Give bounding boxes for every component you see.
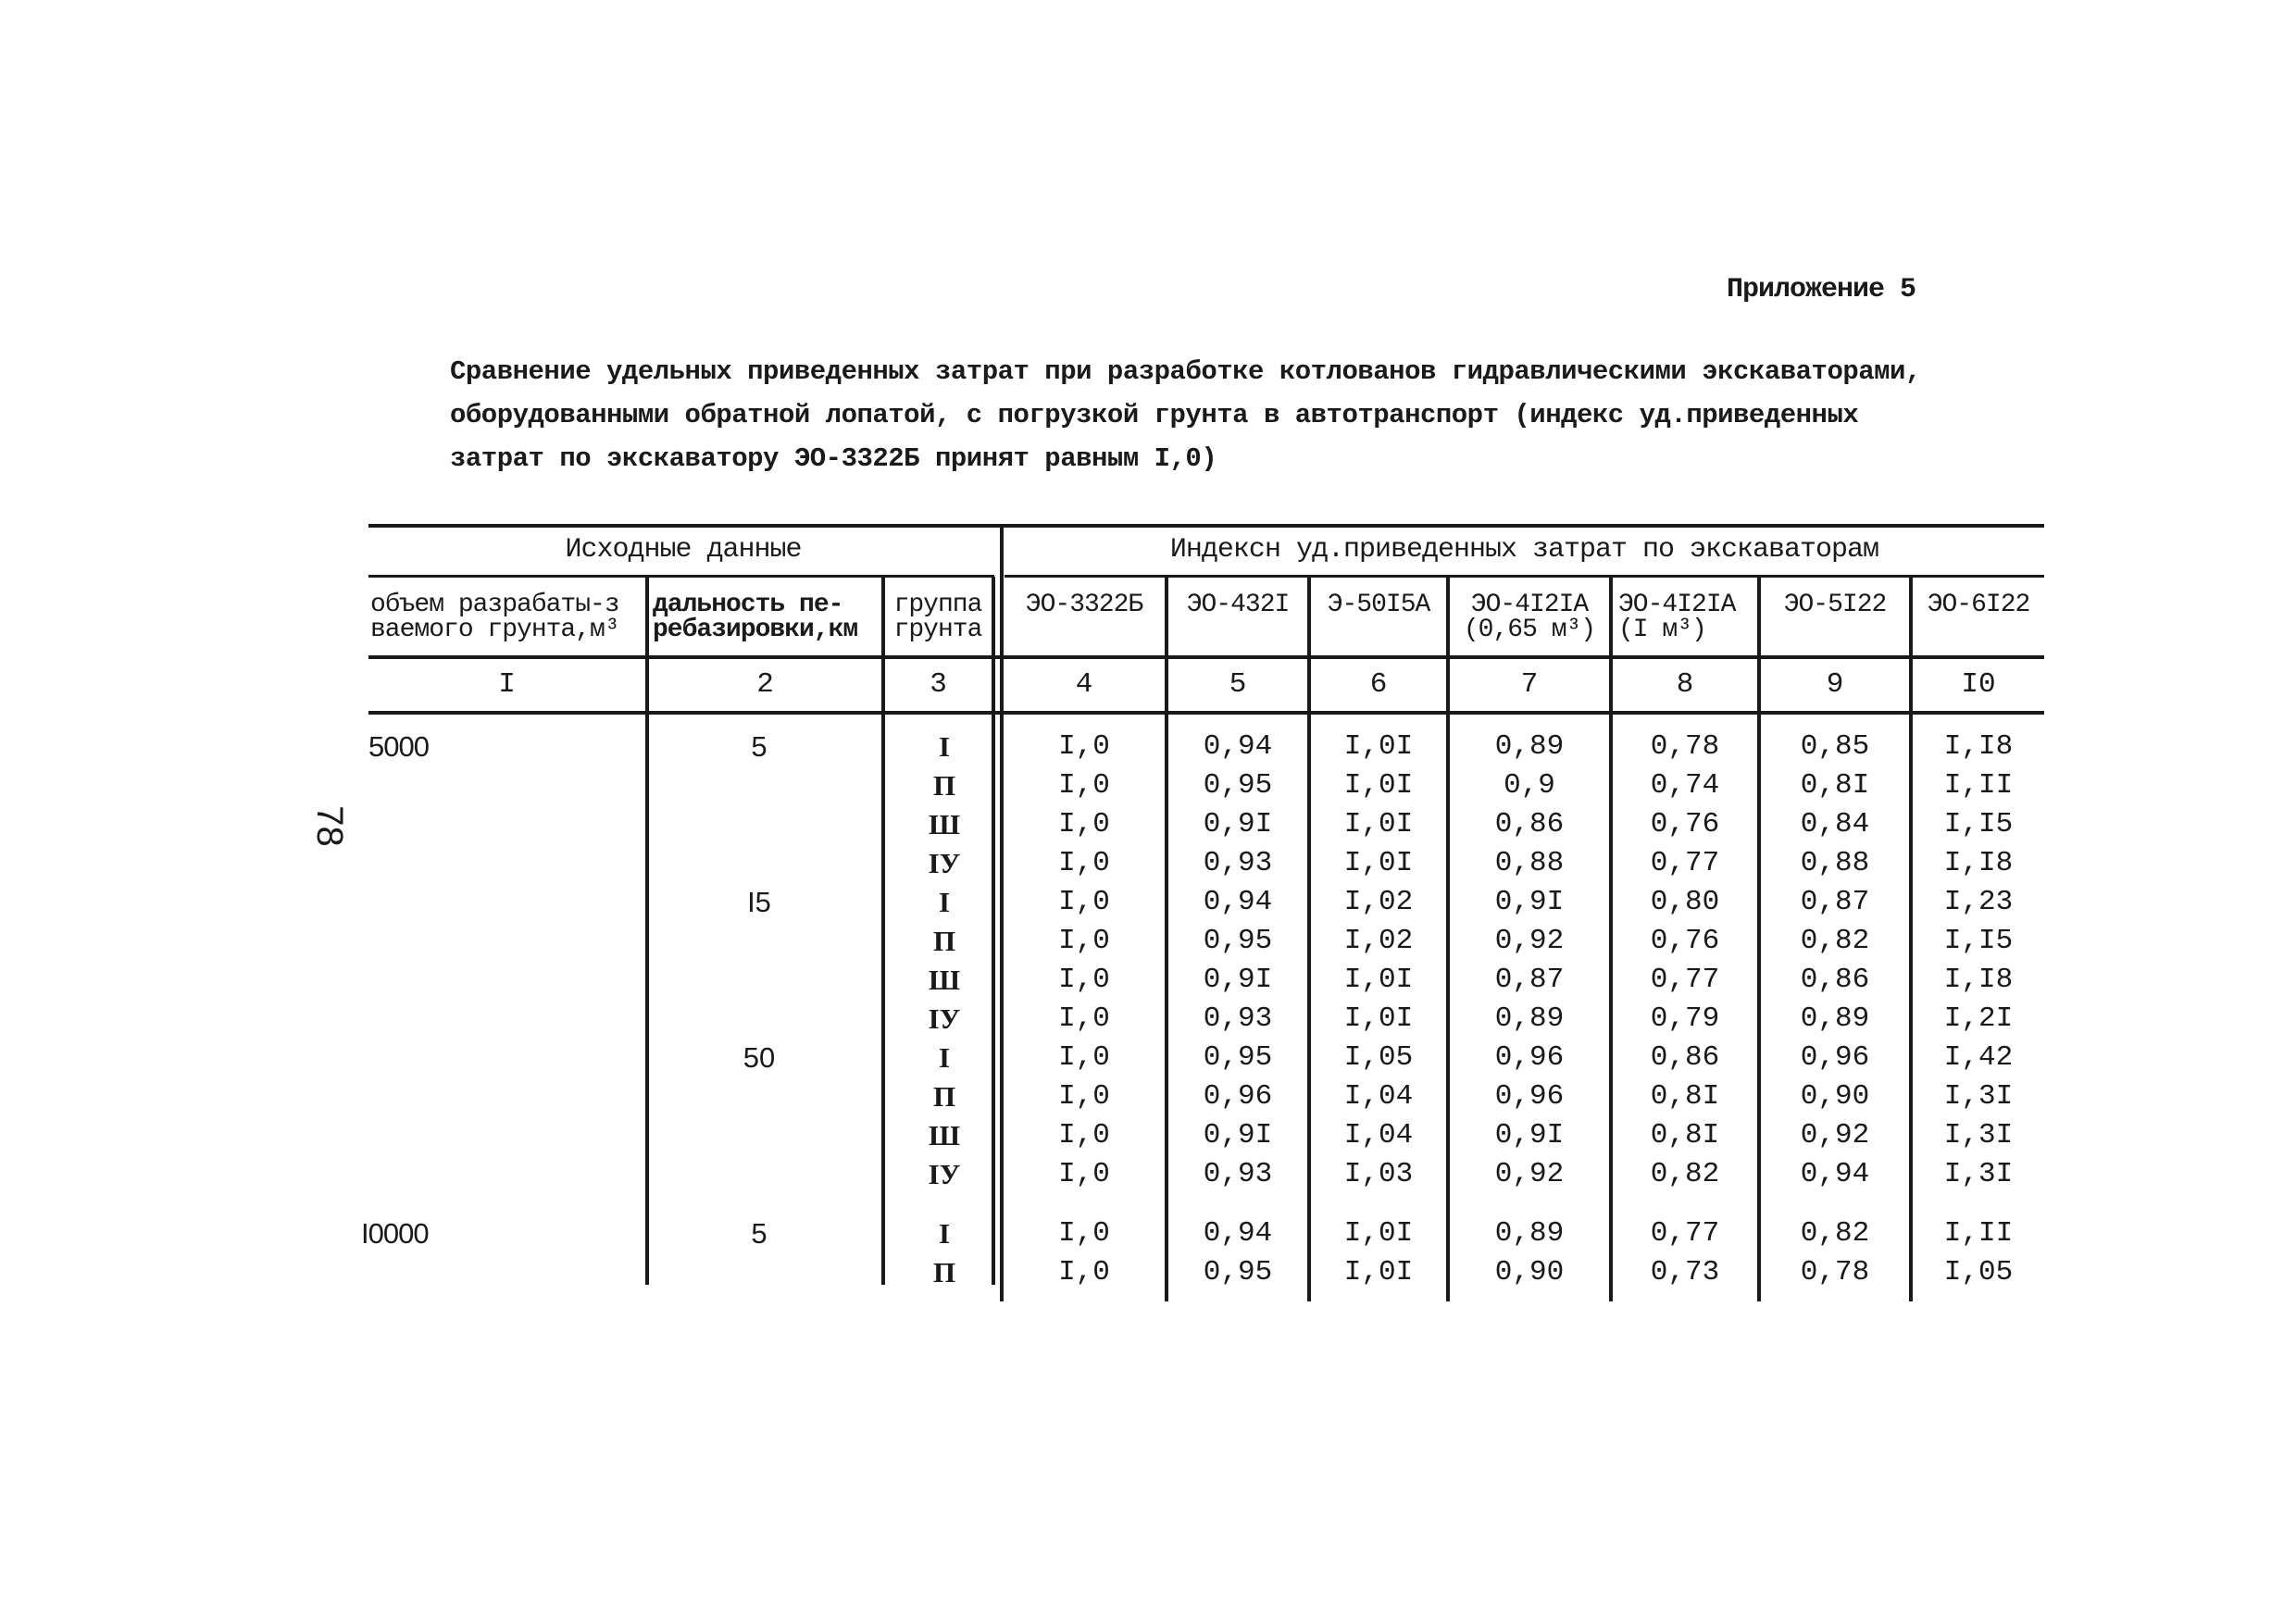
cost-index-cell: 0,84 xyxy=(1800,808,1870,840)
cost-index-cell: 0,86 xyxy=(1800,964,1870,996)
cost-index-cell: I,0I xyxy=(1343,964,1414,996)
cost-index-cell: I,0 xyxy=(1058,1041,1110,1074)
soil-group-value: П xyxy=(932,1256,956,1288)
cost-index-cell: 0,79 xyxy=(1650,1002,1720,1035)
cost-index-cell: 0,96 xyxy=(1494,1041,1565,1074)
cost-index-cell: 0,96 xyxy=(1203,1080,1273,1113)
cost-index-cell: I,0 xyxy=(1058,769,1110,802)
cost-index-cell: I,0 xyxy=(1058,1002,1110,1035)
cost-index-cell: 0,9I xyxy=(1203,1119,1273,1151)
cost-index-cell: I,0I xyxy=(1343,730,1414,763)
title-line: затрат по экскаватору ЭО-3322Б принят равным I,0) xyxy=(450,443,1217,474)
cost-index-cell: I,0 xyxy=(1058,964,1110,996)
cost-index-cell: I,II xyxy=(1943,769,2014,802)
cost-index-cell: 0,8I xyxy=(1800,769,1870,802)
appendix-label: Приложение 5 xyxy=(1727,274,1916,305)
cost-index-cell: I,I8 xyxy=(1943,730,2014,763)
cost-index-cell: 0,90 xyxy=(1494,1256,1565,1288)
volume-value: 5000 xyxy=(368,730,429,763)
soil-group-value: IУ xyxy=(928,1002,961,1035)
cost-index-cell: I,0 xyxy=(1058,1080,1110,1113)
cost-index-cell: 0,82 xyxy=(1800,925,1870,957)
header-distance: дальность пе- ребазировки,км xyxy=(653,591,858,644)
header-group-rule-right xyxy=(1004,575,2044,578)
cost-index-cell: I,0I xyxy=(1343,847,1414,879)
cost-index-cell: 0,82 xyxy=(1650,1158,1720,1190)
header-excavator-eo4121a-1: ЭО-4I2IА (I м³) xyxy=(1618,591,1736,644)
cost-index-cell: 0,82 xyxy=(1800,1217,1870,1250)
cost-index-cell: 0,95 xyxy=(1203,769,1273,802)
cost-index-cell: 0,93 xyxy=(1203,1002,1273,1035)
cost-index-cell: 0,74 xyxy=(1650,769,1720,802)
cost-index-cell: I,23 xyxy=(1943,886,2014,918)
soil-group-value: IУ xyxy=(928,1158,961,1190)
cost-index-cell: 0,93 xyxy=(1203,1158,1273,1190)
cost-index-cell: 0,92 xyxy=(1494,1158,1565,1190)
cost-index-cell: I,05 xyxy=(1943,1256,2014,1288)
cost-index-cell: 0,86 xyxy=(1494,808,1565,840)
cost-index-cell: I,0 xyxy=(1058,925,1110,957)
soil-group-value: IУ xyxy=(928,847,961,879)
cost-index-cell: 0,94 xyxy=(1203,886,1273,918)
cost-index-cell: 0,96 xyxy=(1494,1080,1565,1113)
distance-value: I5 xyxy=(747,886,771,918)
cost-index-cell: 0,8I xyxy=(1650,1080,1720,1113)
cost-index-cell: 0,95 xyxy=(1203,925,1273,957)
distance-value: 5 xyxy=(751,730,767,763)
cost-index-cell: I,0 xyxy=(1058,1217,1110,1250)
soil-group-value: Ш xyxy=(928,808,961,840)
soil-group-value: П xyxy=(932,769,956,802)
header-volume: объем разрабаты-з ваемого грунта,м³ xyxy=(370,591,619,644)
cost-index-cell: 0,9I xyxy=(1203,964,1273,996)
soil-group-value: П xyxy=(932,925,956,957)
cost-index-cell: 0,94 xyxy=(1203,1217,1273,1250)
cost-index-cell: I,0I xyxy=(1343,769,1414,802)
cost-index-cell: 0,80 xyxy=(1650,886,1720,918)
header-excavator-eo5122: ЭО-5I22 xyxy=(1783,591,1887,619)
cost-index-cell: 0,85 xyxy=(1800,730,1870,763)
col-number: 9 xyxy=(1826,668,1844,701)
col-number: I0 xyxy=(1961,668,1996,701)
table-top-rule xyxy=(368,524,2044,528)
header-excavator-eo4321: ЭО-432I xyxy=(1186,591,1290,619)
col-number: 5 xyxy=(1229,668,1247,701)
header-excavator-eo6122: ЭО-6I22 xyxy=(1927,591,2030,619)
soil-group-value: П xyxy=(932,1080,956,1113)
cost-index-cell: I,0I xyxy=(1343,1256,1414,1288)
soil-group-value: I xyxy=(938,1041,951,1074)
col-number: 8 xyxy=(1676,668,1694,701)
cost-index-cell: 0,92 xyxy=(1800,1119,1870,1151)
cost-index-cell: 0,89 xyxy=(1494,1002,1565,1035)
col-number: 4 xyxy=(1075,668,1093,701)
cost-index-cell: 0,77 xyxy=(1650,847,1720,879)
cost-index-cell: 0,9 xyxy=(1504,769,1555,802)
cost-index-cell: 0,93 xyxy=(1203,847,1273,879)
cost-index-cell: 0,89 xyxy=(1494,730,1565,763)
cost-index-cell: I,2I xyxy=(1943,1002,2014,1035)
cost-index-cell: 0,76 xyxy=(1650,925,1720,957)
col-number: 7 xyxy=(1520,668,1539,701)
cost-index-cell: 0,86 xyxy=(1650,1041,1720,1074)
col-number: I xyxy=(498,668,516,701)
cost-index-cell: 0,87 xyxy=(1494,964,1565,996)
soil-group-value: I xyxy=(938,730,951,763)
cost-index-cell: 0,87 xyxy=(1800,886,1870,918)
cost-index-cell: I,I8 xyxy=(1943,847,2014,879)
cost-index-cell: 0,92 xyxy=(1494,925,1565,957)
soil-group-value: I xyxy=(938,886,951,918)
header-excavator-eo4121a-065: ЭО-4I2IА (0,65 м³) xyxy=(1463,591,1596,644)
distance-value: 50 xyxy=(742,1041,776,1074)
cost-index-cell: 0,78 xyxy=(1800,1256,1870,1288)
volume-value: I0000 xyxy=(361,1217,429,1250)
distance-value: 5 xyxy=(751,1217,767,1250)
cost-index-cell: I,0 xyxy=(1058,1119,1110,1151)
page-number: 78 xyxy=(308,805,350,847)
document-title xyxy=(450,350,2024,480)
cost-index-cell: 0,95 xyxy=(1203,1256,1273,1288)
cost-index-cell: I,3I xyxy=(1943,1158,2014,1190)
cost-index-cell: I,02 xyxy=(1343,925,1414,957)
cost-index-cell: 0,77 xyxy=(1650,1217,1720,1250)
header-soil-group: группа грунта xyxy=(893,591,982,644)
cost-index-cell: I,0 xyxy=(1058,730,1110,763)
group-header-indices: Индексн уд.приведенных затрат по экскаваторам xyxy=(1169,534,1879,566)
col-number: 2 xyxy=(756,668,774,701)
cost-index-cell: 0,78 xyxy=(1650,730,1720,763)
soil-group-value: I xyxy=(938,1217,951,1250)
cost-index-cell: 0,89 xyxy=(1800,1002,1870,1035)
cost-index-cell: I,03 xyxy=(1343,1158,1414,1190)
cost-index-cell: I,0 xyxy=(1058,886,1110,918)
cost-index-cell: 0,77 xyxy=(1650,964,1720,996)
cost-index-cell: I,I5 xyxy=(1943,925,2014,957)
cost-index-cell: 0,89 xyxy=(1494,1217,1565,1250)
soil-group-value: Ш xyxy=(928,964,961,996)
header-group-rule-left xyxy=(368,575,994,578)
cost-index-cell: 0,8I xyxy=(1650,1119,1720,1151)
cost-index-cell: I,I5 xyxy=(1943,808,2014,840)
cost-index-cell: 0,90 xyxy=(1800,1080,1870,1113)
cost-index-cell: I,3I xyxy=(1943,1080,2014,1113)
soil-group-value: Ш xyxy=(928,1119,961,1151)
cost-index-cell: 0,94 xyxy=(1800,1158,1870,1190)
cost-index-cell: I,04 xyxy=(1343,1080,1414,1113)
title-line: оборудованными обратной лопатой, с погрузкой грунта в автотранспорт (индекс уд.приведенных xyxy=(450,400,1859,430)
title-line: Сравнение удельных приведенных затрат при разработке котлованов гидравлическими экскаваторами, xyxy=(450,356,1921,387)
col-number: 3 xyxy=(930,668,947,701)
cost-index-cell: I,3I xyxy=(1943,1119,2014,1151)
header-excavator-eo3322b: ЭО-3322Б xyxy=(1025,591,1143,619)
cost-index-cell: I,0 xyxy=(1058,1158,1110,1190)
col-divider xyxy=(992,577,995,1285)
cost-index-cell: 0,94 xyxy=(1203,730,1273,763)
cost-index-cell: I,0 xyxy=(1058,808,1110,840)
cost-index-cell: 0,9I xyxy=(1494,1119,1565,1151)
cost-index-cell: I,0 xyxy=(1058,1256,1110,1288)
header-bottom-rule xyxy=(368,655,2044,659)
cost-index-cell: I,42 xyxy=(1943,1041,2014,1074)
cost-index-cell: I,0I xyxy=(1343,808,1414,840)
cost-index-cell: I,0I xyxy=(1343,1217,1414,1250)
cost-index-cell: 0,9I xyxy=(1494,886,1565,918)
cost-index-cell: 0,88 xyxy=(1494,847,1565,879)
cost-index-cell: I,0I xyxy=(1343,1002,1414,1035)
col-number-rule xyxy=(368,711,2044,715)
cost-index-cell: 0,9I xyxy=(1203,808,1273,840)
cost-index-cell: I,02 xyxy=(1343,886,1414,918)
cost-index-cell: I,05 xyxy=(1343,1041,1414,1074)
cost-index-cell: I,I8 xyxy=(1943,964,2014,996)
cost-index-cell: 0,76 xyxy=(1650,808,1720,840)
header-excavator-e5015a: Э-50I5А xyxy=(1327,591,1430,619)
cost-index-cell: I,0 xyxy=(1058,847,1110,879)
group-header-source-data: Исходные данные xyxy=(565,534,802,566)
col-number: 6 xyxy=(1369,668,1388,701)
cost-index-cell: 0,95 xyxy=(1203,1041,1273,1074)
cost-index-cell: I,04 xyxy=(1343,1119,1414,1151)
cost-index-cell: I,II xyxy=(1943,1217,2014,1250)
cost-index-cell: 0,73 xyxy=(1650,1256,1720,1288)
cost-index-cell: 0,96 xyxy=(1800,1041,1870,1074)
cost-index-cell: 0,88 xyxy=(1800,847,1870,879)
